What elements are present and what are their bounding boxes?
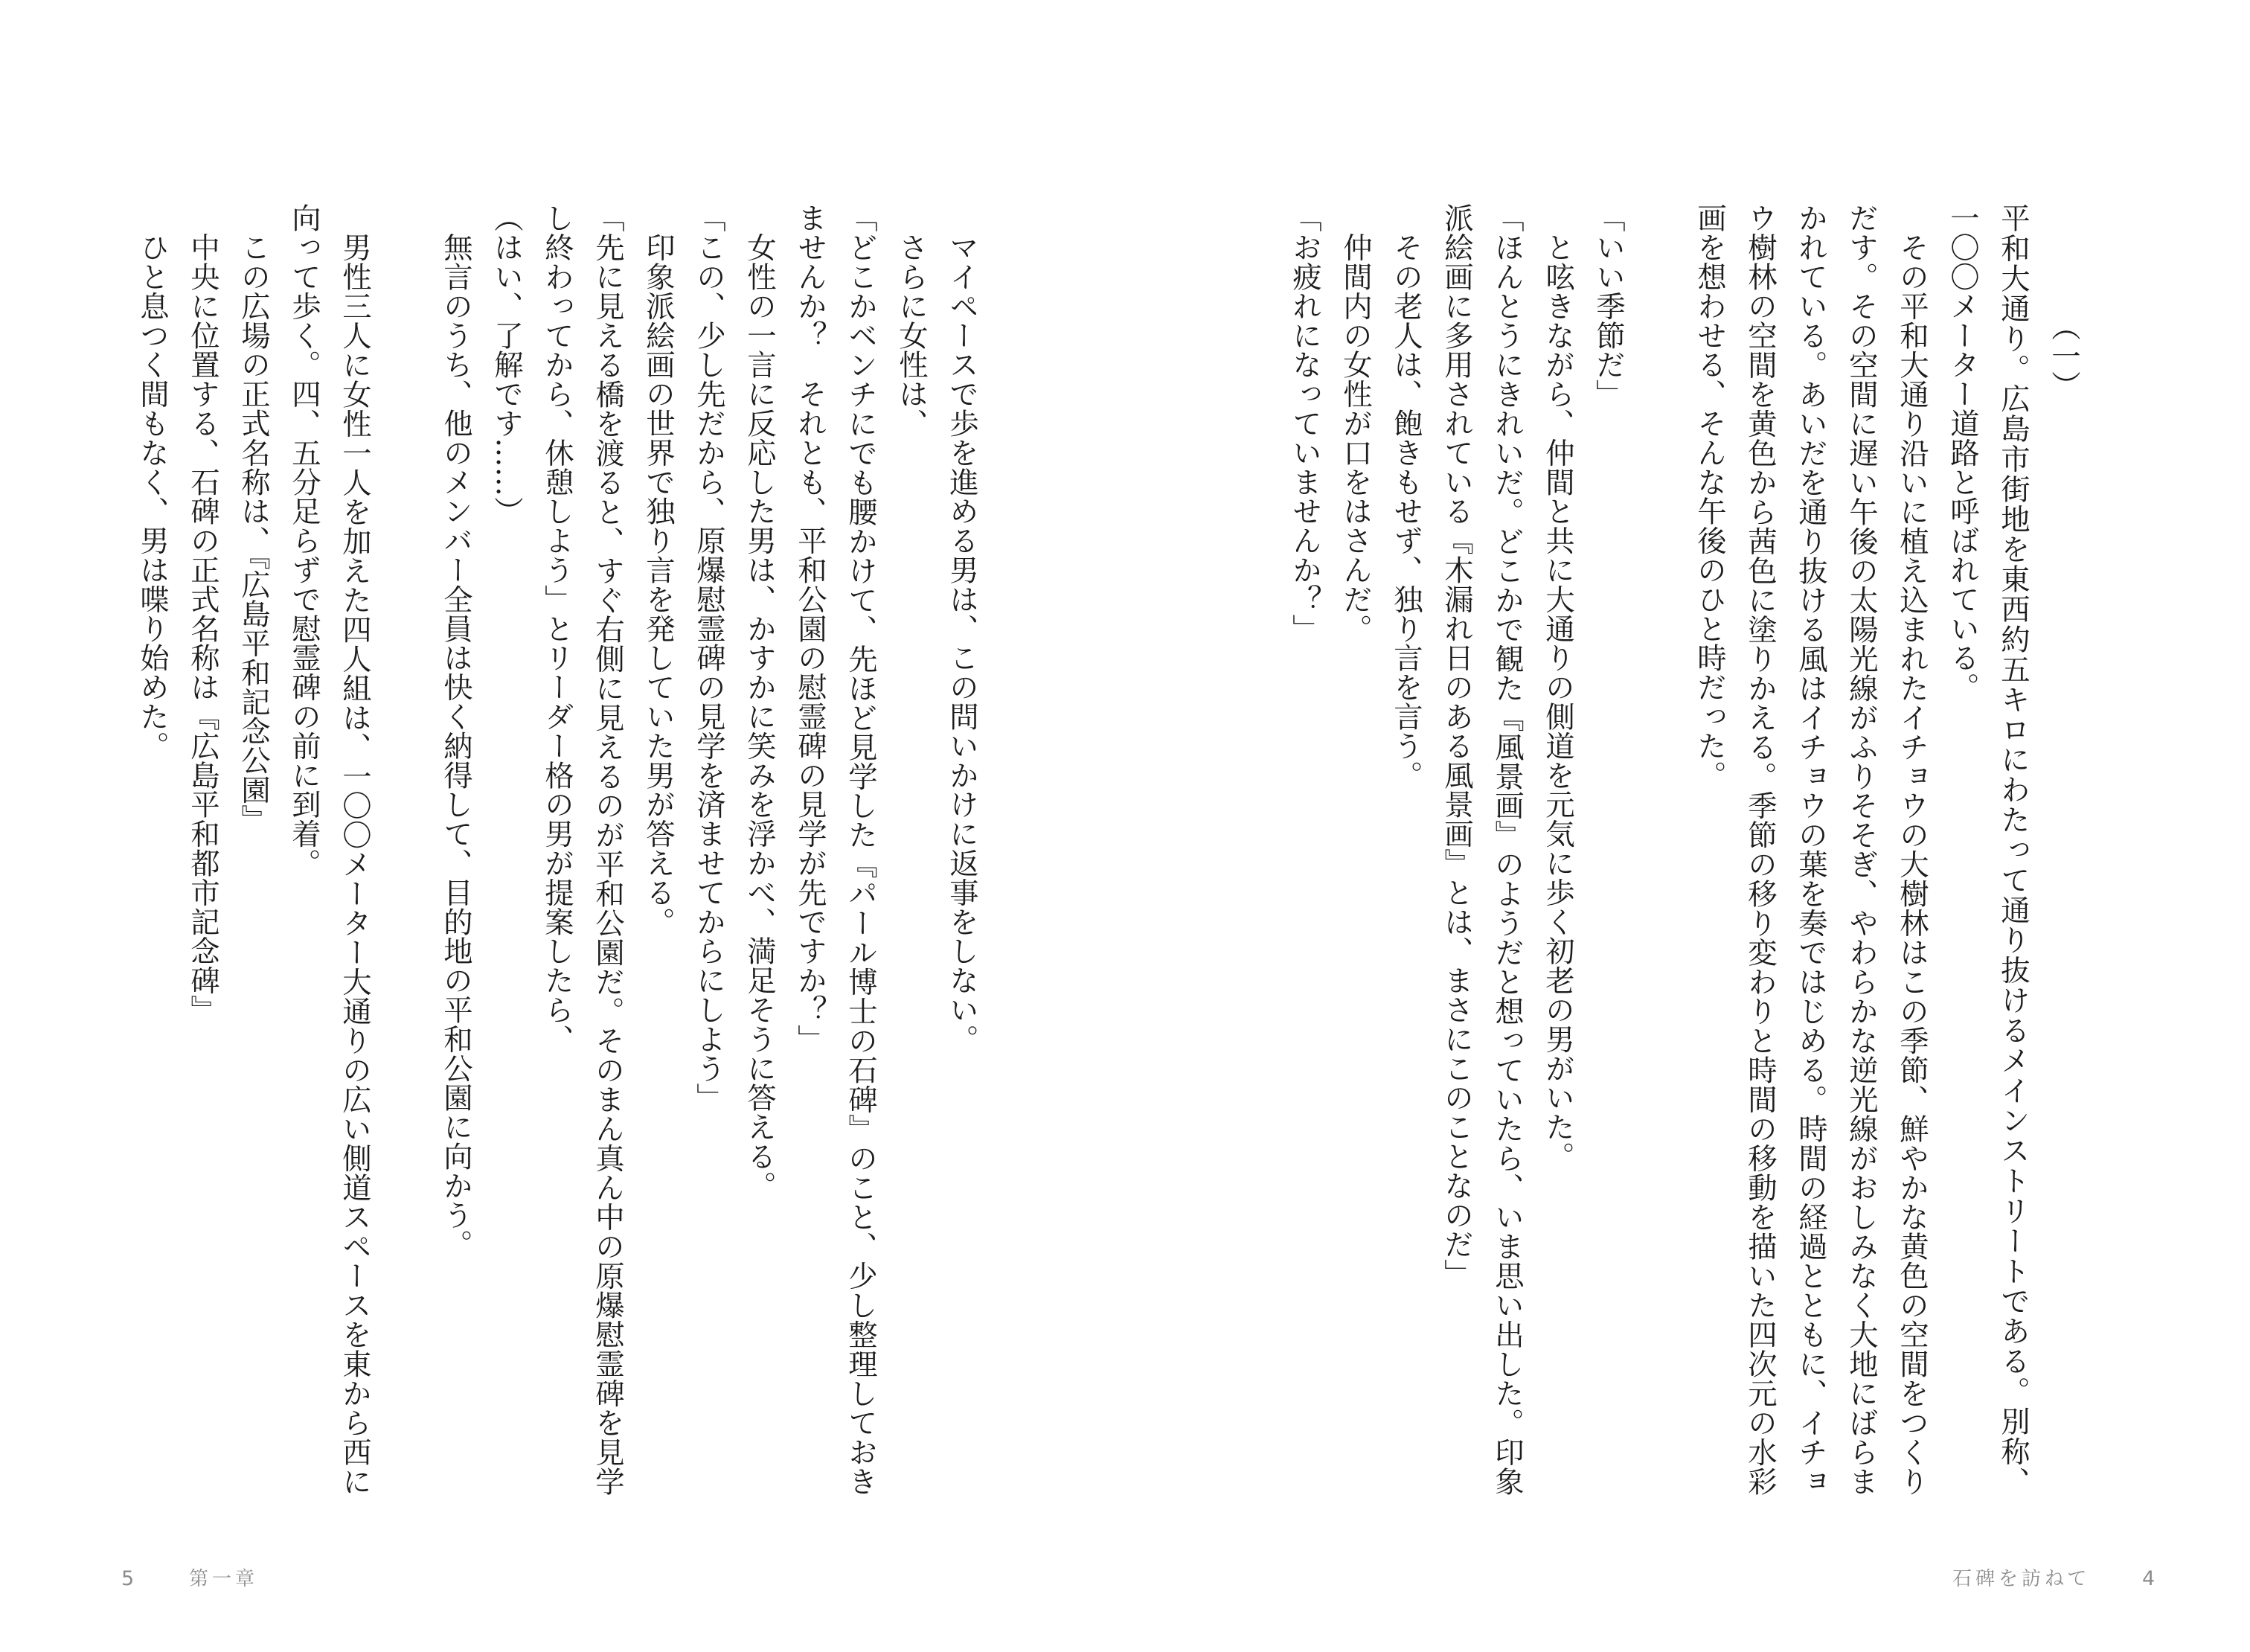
text-line: 「どこかベンチにでも腰かけて、先ほど見学した『パール博士の石碑』のこと、少し整理しておき <box>844 203 878 1496</box>
text-line: と呟きながら、仲間と共に大通りの側道を元気に歩く初老の男がいた。 <box>1541 203 1575 1171</box>
text-line: さらに女性は、 <box>894 203 929 438</box>
text-line: 印象派絵画の世界で独り言を発していた男が答える。 <box>641 203 676 936</box>
text-line: この広場の正式名称は、『広島平和記念公園』 <box>237 203 271 834</box>
text-line: 無言のうち、他のメンバー全員は快く納得して、目的地の平和公園に向かう。 <box>439 203 473 1259</box>
text-line: だす。その空間に遅い午後の太陽光線がふりそそぎ、やわらかな逆光線がおしみなく大地にばらま <box>1844 203 1879 1496</box>
text-line: 「この、少し先だから、原爆慰霊碑の見学を済ませてからにしよう」 <box>692 203 726 1112</box>
section-heading: （一） <box>2047 312 2081 400</box>
right-page-text <box>1280 203 2089 1496</box>
text-line: （はい、了解です……） <box>490 203 524 526</box>
text-line: マイペースで歩を進める男は、この問いかけに返事をしない。 <box>945 203 979 1054</box>
text-line: ひと息つく間もなく、男は喋り始めた。 <box>135 203 170 761</box>
text-line: 派絵画に多用されている『木漏れ日のある風景画』とは、まさにこのことなのだ」 <box>1440 203 1474 1288</box>
text-line: 男性三人に女性一人を加えた四人組は、一〇〇メーター大通りの広い側道スペースを東から西に <box>338 203 372 1496</box>
text-line: ウ樹林の空間を黄色から茜色に塗りかえる。季節の移り変わりと時間の移動を描いた四次元の水彩 <box>1743 203 1778 1496</box>
text-line: その平和大通り沿いに植え込まれたイチョウの大樹林はこの季節、鮮やかな黄色の空間をつくり <box>1895 203 1929 1496</box>
left-page-text <box>127 203 987 1496</box>
text-line: 一〇〇メーター道路と呼ばれている。 <box>1946 203 1980 702</box>
page-number-left: 5 <box>121 1567 135 1590</box>
text-line: 「ほんとうにきれいだ。どこかで観た『風景画』のようだと想っていたら、いま思い出した。印象 <box>1490 203 1525 1496</box>
text-line: 「いい季節だ」 <box>1592 203 1626 409</box>
text-line: ませんか？ それとも、平和公園の慰霊碑の見学が先ですか？」 <box>793 203 827 1054</box>
paragraph-break <box>1634 203 1685 1496</box>
text-line: 平和大通り。広島市街地を東西約五キロにわたって通り抜けるメインストリートである。別称、 <box>1996 203 2031 1496</box>
text-line: 女性の一言に反応した男は、かすかに笑みを浮かべ、満足そうに答える。 <box>743 203 777 1200</box>
text-line: 中央に位置する、石碑の正式名称は『広島平和都市記念碑』 <box>186 203 220 1025</box>
text-line: し終わってから、休憩しよう」とリーダー格の男が提案したら、 <box>540 203 574 1054</box>
text-line: 向って歩く。四、五分足らずで慰霊碑の前に到着。 <box>287 203 321 878</box>
text-line: 画を想わせる、そんな午後のひと時だった。 <box>1693 203 1727 790</box>
text-line: 仲間内の女性が口をはさんだ。 <box>1339 203 1373 643</box>
text-line: かれている。あいだを通り抜ける風はイチョウの葉を奏ではじめる。時間の経過とともに、イチョ <box>1794 203 1828 1496</box>
running-head-chapter: 第一章 <box>189 1568 259 1590</box>
text-line: 「お疲れになっていませんか？」 <box>1288 203 1322 643</box>
text-line: その老人は、飽きもせず、独り言を言う。 <box>1389 203 1423 790</box>
running-head-title: 石碑を訪ねて <box>1952 1568 2091 1590</box>
text-line: 「先に見える橋を渡ると、すぐ右側に見えるのが平和公園だ。そのまん真ん中の原爆慰霊碑を見学 <box>591 203 625 1496</box>
page-number-right: 4 <box>2142 1567 2156 1590</box>
paragraph-break <box>380 203 431 1496</box>
